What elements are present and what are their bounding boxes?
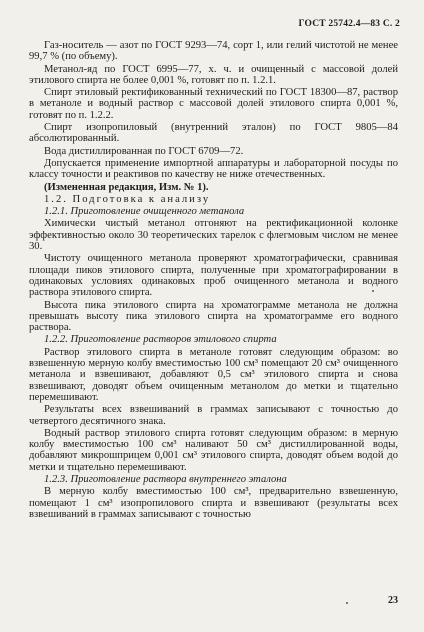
paragraph-methanol: Метанол-яд по ГОСТ 6995—77, х. ч. и очищенный с массовой долей этилового спирта не более 0,001 %, готовят по п. 1.2.1. bbox=[29, 63, 398, 86]
subsection-heading-methanol: 1.2.1. Приготовление очищенного метанола bbox=[44, 206, 245, 218]
subsection-heading-ethanol-solutions: 1.2.2. Приготовление растворов этилового спирта bbox=[44, 334, 277, 346]
paragraph-ethanol: Спирт этиловый ректификованный технический по ГОСТ 18300—87, раствор в метаноле и водный раствор с массовой долей этилового спирта 0,001 %, готовят по п. 1.2.2. bbox=[29, 87, 398, 121]
paragraph-distillation: Химически чистый метанол отгоняют на ректификационной колонке эффективностью около 30 теоретических тарелок с флегмовым числом не менее 30. bbox=[29, 218, 398, 253]
paragraph-weighing-precision: Результаты всех взвешиваний в граммах записывают с точностью до четвертого десятичного знака. bbox=[29, 404, 398, 427]
paragraph-imported-equipment: Допускается применение импортной аппаратуры и лабораторной посуды по классу точности и реактивов по качеству не ниже отечественных. bbox=[29, 157, 398, 181]
subsection-heading-internal-standard: 1.2.3. Приготовление раствора внутреннего эталона bbox=[44, 473, 287, 485]
paragraph-aqueous-solution: Водный раствор этилового спирта готовят следующим образом: в мерную колбу вместимостью 100 см³ наливают 50 см³ дистиллированной воды, добавляют микрошприцем 0,001 см³ этилового спирта, доводят объем водой до метки и тщательно перемешивают. bbox=[29, 427, 398, 473]
paragraph-methanol-solution: Раствор этилового спирта в метаноле готовят следующим образом: во взвешенную мерную колбу вместимостью 100 см³ помещают 20 см³ очищенного метанола и взвешивают, добавляют 0,5 см³ этилового спирта и снова взвешивают, доводят объем очищенным метанолом до метки и тщательно перемешивают. bbox=[29, 346, 398, 403]
paragraph-carrier-gas: Газ-носитель — азот по ГОСТ 9293—74, сорт 1, или гелий чистотой не менее 99,7 % (по объему). bbox=[29, 40, 398, 63]
paragraph-water: Вода дистиллированная по ГОСТ 6709—72. bbox=[44, 145, 244, 157]
scan-speck bbox=[346, 602, 348, 604]
paragraph-purity-check: Чистоту очищенного метанола проверяют хроматографически, сравнивая площади пиков этилового спирта, полученные при хроматографировании в одинаковых условиях одинаковых проб очищенного метанола и водного раствора этилового спирта. bbox=[29, 253, 398, 299]
amendment-note: (Измененная редакция, Изм. № 1). bbox=[44, 181, 209, 193]
scan-speck bbox=[372, 290, 374, 292]
document-body bbox=[29, 40, 398, 520]
section-heading-preparation: 1.2. Подготовка к анализу bbox=[44, 193, 211, 205]
page-number: 23 bbox=[388, 595, 398, 606]
paragraph-isopropanol: Спирт изопропиловый (внутренний эталон) по ГОСТ 9805—84 абсолютированный. bbox=[29, 122, 398, 145]
paragraph-internal-standard: В мерную колбу вместимостью 100 см³, предварительно взвешенную, помещают 1 см³ изопропилового спирта и взвешивают (результаты всех взвешиваний в граммах записывают с точностью bbox=[29, 486, 398, 520]
paragraph-peak-height: Высота пика этилового спирта на хроматограмме метанола не должна превышать высоту пика этилового спирта на хроматограмме его водного раствора. bbox=[29, 299, 398, 334]
document-header: ГОСТ 25742.4—83 С. 2 bbox=[298, 19, 400, 29]
